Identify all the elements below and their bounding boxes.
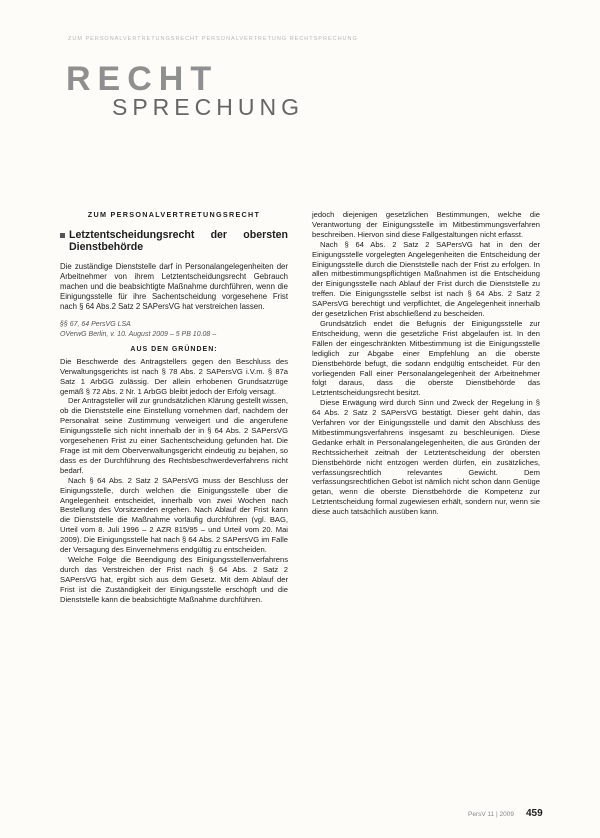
article-headline: Letztentscheidungsrecht der obersten Dienstbehörde xyxy=(69,228,288,254)
article-headline-row xyxy=(60,229,288,254)
page-number: 459 xyxy=(526,808,543,819)
leitsatz: Die zuständige Dienststelle darf in Personalangelegenheiten der Arbeitnehmer von ihrem Letztentscheidungsrecht Gebrauch machen und die beabsichtigte Maßnahme durchführen, wenn die Einigungsstelle für ihre Sachentscheidung vorgesehene Frist nach § 64 Abs.2 Satz 2 SAPersVG hat verstreichen lassen. xyxy=(60,261,288,311)
left-column xyxy=(60,210,288,604)
grounds-heading: AUS DEN GRÜNDEN: xyxy=(130,345,218,353)
norms-citation: §§ 67, 64 PersVG LSA xyxy=(60,320,131,328)
paragraph-left-1: Die Beschwerde des Antragstellers gegen den Beschluss des Verwaltungsgerichts ist nach § 78 Abs. 2 SAPersVG i.V.m. § 87a Satz 1 ArbGG zulässig. Der allein erhobenen Grundsatzrüge gemäß § 72 Abs. 2 Nr. 1 ArbGG bleibt jedoch der Erfolg versagt. xyxy=(60,356,288,396)
right-column xyxy=(312,210,540,517)
section-title-line2: SPRECHUNG xyxy=(112,94,304,120)
section-kicker: ZUM PERSONALVERTRETUNGSRECHT xyxy=(87,210,261,219)
paragraph-left-3: Nach § 64 Abs. 2 Satz 2 SAPersVG muss der Beschluss der Einigungsstelle, durch welchen die Einigungsstelle über die Angelegenheit entscheidet, innerhalb von zwei Wochen nach Bestellung des Vorsitzenden ergehen. Nach Ablauf der Frist kann die Dienststelle die Maßnahme vorläufig durchführen (vgl. BAG, Urteil vom 8. Juli 1996 – 2 AZR 815/95 – und Urteil vom 20. Mai 2009). Die Einigungsstelle hat nach § 64 Abs. 2 SAPersVG im Falle der Versagung des Einvernehmens endgültig zu entscheiden. xyxy=(60,475,288,555)
paragraph-right-2: Nach § 64 Abs. 2 Satz 2 SAPersVG hat in den der Einigungsstelle vorgelegten Angelegenheiten die Entscheidung der Einigungsstelle durch die Dienststelle nach der Frist zu erfolgen. In allen mitbestimmungspflichtigen Maßnahmen ist die Entscheidung der Einigungsstelle nach Ablauf der Frist durch die Dienststelle zu treffen. Die Einigungsstelle selbst ist nach § 64 Abs. 2 Satz 2 SAPersVG berechtigt und verpflichtet, die Angelegenheit innerhalb der gesetzlichen Frist abschließend zu bescheiden. xyxy=(312,239,540,319)
journal-reference: PersV 11 | 2009 xyxy=(468,811,515,818)
paragraph-right-3: Grundsätzlich endet die Befugnis der Einigungsstelle zur Entscheidung, wenn die gesetzliche Frist abgelaufen ist. In den Fällen der eingeschränkten Mitbestimmung ist die Einigungsstelle lediglich zur Abgabe einer Empfehlung an die oberste Dienstbehörde befugt, die sodann endgültig entscheidet. Für den vorliegenden Fall einer Personalangelegenheit der Arbeitnehmer folgt daraus, dass die oberste Dienstbehörde das Letztentscheidungsrecht besitzt. xyxy=(312,318,540,398)
bullet-square-icon xyxy=(60,233,65,238)
paragraph-right-1: jedoch diejenigen gesetzlichen Bestimmungen, welche die Verantwortung der Einigungsstelle im Mitbestimmungsverfahren beschreiben. Hiervon sind diese Fallgestaltungen nicht erfasst. xyxy=(312,210,540,239)
running-header: ZUM PERSONALVERTRETUNGSRECHT PERSONALVERTRETUNG RECHTSPRECHUNG xyxy=(68,36,358,42)
paragraph-left-2: Der Antragsteller will zur grundsätzlichen Klärung gestellt wissen, ob die Dienststelle eine Einstellung vornehmen darf, nachdem der Personalrat seine Zustimmung verweigert und die angerufene Einigungsstelle sich nicht innerhalb der in § 64 Abs. 2 SAPersVG vorgesehenen Frist zu einer Sachentscheidung gefunden hat. Die Frage ist mit dem Oberverwaltungsgericht eindeutig zu bejahen, so dass es der Durchführung des Rechtsbeschwerdeverfahrens nicht bedarf. xyxy=(60,396,288,475)
court-citation: OVerwG Berlin, v. 10. August 2009 – 5 PB 10.08 – xyxy=(60,330,217,338)
section-title-line1: RECHT xyxy=(66,60,219,98)
paragraph-left-4: Welche Folge die Beendigung des Einigungsstellenverfahrens durch das Verstreichen der Frist nach § 64 Abs. 2 Satz 2 SAPersVG hat, ergibt sich aus dem Gesetz. Mit dem Ablauf der Frist ist die Zuständigkeit der Einigungsstelle erschöpft und die Dienststelle kann die beabsichtigte Maßnahme durchführen. xyxy=(60,554,288,604)
paragraph-right-4: Diese Erwägung wird durch Sinn und Zweck der Regelung in § 64 Abs. 2 Satz 2 SAPersVG bestätigt. Dieser geht dahin, das Verfahren vor der Einigungsstelle und damit den Abschluss des Mitbestimmungsverfahrens insgesamt zu beschleunigen. Diese Gedanke erhält in Personalangelegenheiten, die aus Gründen der Rechtssicherheit zeitnah der Letztentscheidung der obersten Dienstbehörde nicht entzogen werden dürfen, ein zusätzliches, verfassungsrechtlich relevantes Gewicht. Dem verfassungsrechtlichen Gebot ist nämlich nicht schon dann Genüge getan, wenn die oberste Dienstbehörde die Kompetenz zur Letztentscheidung formal zugewiesen erhält, sondern nur, wenn sie diese auch tatsächlich ausüben kann. xyxy=(312,398,540,517)
